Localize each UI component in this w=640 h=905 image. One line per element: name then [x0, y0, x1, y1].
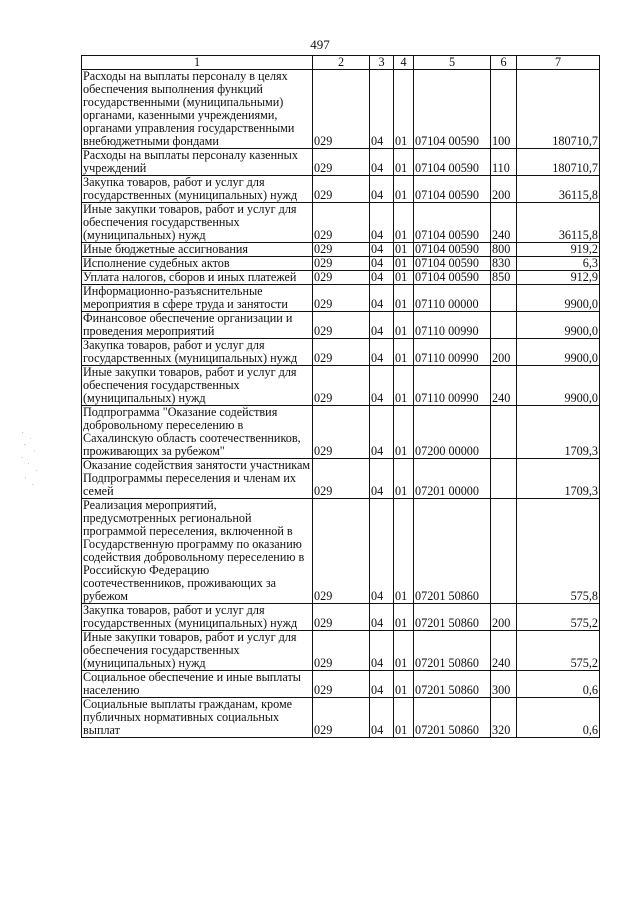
row-section-cell: 04 — [370, 459, 394, 499]
header-col-5: 5 — [414, 56, 491, 70]
row-subsection-cell: 01 — [394, 149, 414, 176]
row-expense-type-cell: 850 — [491, 271, 517, 285]
row-target-article-cell: 07201 50860 — [414, 604, 491, 631]
row-code-cell: 029 — [313, 271, 370, 285]
row-subsection-cell: 01 — [394, 406, 414, 459]
row-target-article-cell: 07104 00590 — [414, 257, 491, 271]
row-subsection-cell: 01 — [394, 203, 414, 243]
row-code-cell: 029 — [313, 671, 370, 698]
row-target-article-cell: 07104 00590 — [414, 271, 491, 285]
row-section-cell: 04 — [370, 366, 394, 406]
header-col-2: 2 — [313, 56, 370, 70]
row-target-article-cell: 07110 00990 — [414, 339, 491, 366]
row-expense-type-cell: 200 — [491, 604, 517, 631]
table-row — [82, 257, 600, 271]
table-row — [82, 70, 600, 149]
table-row — [82, 285, 600, 312]
row-expense-type-cell — [491, 499, 517, 604]
row-subsection-cell: 01 — [394, 698, 414, 738]
row-subsection-cell: 01 — [394, 312, 414, 339]
row-name-cell: Расходы на выплаты персоналу в целях обеспечения выполнения функций государственными (муниципальными) органами, казенными учреждениями, органами управления государственными внебюджетными фондами — [82, 70, 313, 149]
row-expense-type-cell — [491, 312, 517, 339]
row-expense-type-cell: 100 — [491, 70, 517, 149]
row-amount-cell: 912,9 — [517, 271, 600, 285]
table-row — [82, 149, 600, 176]
header-row — [82, 56, 600, 70]
row-code-cell: 029 — [313, 285, 370, 312]
row-name-cell: Расходы на выплаты персоналу казенных учреждений — [82, 149, 313, 176]
table-row — [82, 671, 600, 698]
row-expense-type-cell: 830 — [491, 257, 517, 271]
row-name-cell: Иные закупки товаров, работ и услуг для обеспечения государственных (муниципальных) нужд — [82, 203, 313, 243]
row-subsection-cell: 01 — [394, 671, 414, 698]
row-code-cell: 029 — [313, 366, 370, 406]
row-section-cell: 04 — [370, 604, 394, 631]
row-name-cell: Уплата налогов, сборов и иных платежей — [82, 271, 313, 285]
row-expense-type-cell: 200 — [491, 339, 517, 366]
row-code-cell: 029 — [313, 312, 370, 339]
row-subsection-cell: 01 — [394, 631, 414, 671]
row-amount-cell: 6,3 — [517, 257, 600, 271]
row-expense-type-cell: 240 — [491, 631, 517, 671]
row-code-cell: 029 — [313, 459, 370, 499]
row-target-article-cell: 07104 00590 — [414, 203, 491, 243]
row-amount-cell: 9900,0 — [517, 285, 600, 312]
row-subsection-cell: 01 — [394, 271, 414, 285]
row-amount-cell: 9900,0 — [517, 312, 600, 339]
row-subsection-cell: 01 — [394, 176, 414, 203]
table-body — [82, 70, 600, 738]
row-target-article-cell: 07201 00000 — [414, 459, 491, 499]
table-row — [82, 312, 600, 339]
row-target-article-cell: 07104 00590 — [414, 70, 491, 149]
row-expense-type-cell: 800 — [491, 243, 517, 257]
row-name-cell: Финансовое обеспечение организации и проведения мероприятий — [82, 312, 313, 339]
row-section-cell: 04 — [370, 499, 394, 604]
row-amount-cell: 575,8 — [517, 499, 600, 604]
row-name-cell: Социальные выплаты гражданам, кроме публичных нормативных социальных выплат — [82, 698, 313, 738]
row-code-cell: 029 — [313, 604, 370, 631]
table-row — [82, 271, 600, 285]
row-section-cell: 04 — [370, 70, 394, 149]
table-row — [82, 243, 600, 257]
row-name-cell: Реализация мероприятий, предусмотренных региональной программой переселения, включенной в Государственную программу по оказанию содействия добровольному переселению в Российскую Федерацию соотечественников, проживающих за рубежом — [82, 499, 313, 604]
row-section-cell: 04 — [370, 257, 394, 271]
table-row — [82, 631, 600, 671]
row-amount-cell: 0,6 — [517, 698, 600, 738]
row-amount-cell: 919,2 — [517, 243, 600, 257]
row-expense-type-cell: 240 — [491, 366, 517, 406]
row-subsection-cell: 01 — [394, 459, 414, 499]
table-row — [82, 698, 600, 738]
row-section-cell: 04 — [370, 271, 394, 285]
row-code-cell: 029 — [313, 70, 370, 149]
row-section-cell: 04 — [370, 312, 394, 339]
row-name-cell: Социальное обеспечение и иные выплаты населению — [82, 671, 313, 698]
row-expense-type-cell: 200 — [491, 176, 517, 203]
scan-specks — [18, 430, 48, 490]
row-amount-cell: 36115,8 — [517, 203, 600, 243]
row-amount-cell: 1709,3 — [517, 459, 600, 499]
row-name-cell: Иные бюджетные ассигнования — [82, 243, 313, 257]
row-expense-type-cell: 240 — [491, 203, 517, 243]
row-target-article-cell: 07110 00990 — [414, 366, 491, 406]
row-section-cell: 04 — [370, 203, 394, 243]
row-code-cell: 029 — [313, 631, 370, 671]
row-amount-cell: 575,2 — [517, 631, 600, 671]
table-row — [82, 604, 600, 631]
row-section-cell: 04 — [370, 698, 394, 738]
row-name-cell: Исполнение судебных актов — [82, 257, 313, 271]
table-row — [82, 339, 600, 366]
row-target-article-cell: 07104 00590 — [414, 149, 491, 176]
row-target-article-cell: 07201 50860 — [414, 499, 491, 604]
row-target-article-cell: 07104 00590 — [414, 243, 491, 257]
row-subsection-cell: 01 — [394, 366, 414, 406]
row-target-article-cell: 07201 50860 — [414, 698, 491, 738]
row-subsection-cell: 01 — [394, 499, 414, 604]
row-subsection-cell: 01 — [394, 339, 414, 366]
row-amount-cell: 9900,0 — [517, 366, 600, 406]
row-target-article-cell: 07201 50860 — [414, 671, 491, 698]
row-amount-cell: 36115,8 — [517, 176, 600, 203]
row-name-cell: Информационно-разъяснительные мероприятия в сфере труда и занятости — [82, 285, 313, 312]
row-subsection-cell: 01 — [394, 243, 414, 257]
row-section-cell: 04 — [370, 285, 394, 312]
row-amount-cell: 180710,7 — [517, 70, 600, 149]
row-amount-cell: 9900,0 — [517, 339, 600, 366]
row-name-cell: Закупка товаров, работ и услуг для государственных (муниципальных) нужд — [82, 339, 313, 366]
row-section-cell: 04 — [370, 339, 394, 366]
row-expense-type-cell: 300 — [491, 671, 517, 698]
row-section-cell: 04 — [370, 631, 394, 671]
row-subsection-cell: 01 — [394, 604, 414, 631]
row-code-cell: 029 — [313, 176, 370, 203]
header-col-6: 6 — [491, 56, 517, 70]
row-target-article-cell: 07200 00000 — [414, 406, 491, 459]
row-amount-cell: 575,2 — [517, 604, 600, 631]
row-expense-type-cell — [491, 285, 517, 312]
row-section-cell: 04 — [370, 149, 394, 176]
row-target-article-cell: 07201 50860 — [414, 631, 491, 671]
row-subsection-cell: 01 — [394, 257, 414, 271]
row-section-cell: 04 — [370, 671, 394, 698]
row-code-cell: 029 — [313, 257, 370, 271]
row-section-cell: 04 — [370, 243, 394, 257]
header-col-1: 1 — [82, 56, 313, 70]
row-name-cell: Иные закупки товаров, работ и услуг для обеспечения государственных (муниципальных) нужд — [82, 366, 313, 406]
row-code-cell: 029 — [313, 203, 370, 243]
row-section-cell: 04 — [370, 406, 394, 459]
row-code-cell: 029 — [313, 698, 370, 738]
row-target-article-cell: 07110 00000 — [414, 285, 491, 312]
table-row — [82, 406, 600, 459]
row-expense-type-cell — [491, 406, 517, 459]
row-name-cell: Иные закупки товаров, работ и услуг для обеспечения государственных (муниципальных) нужд — [82, 631, 313, 671]
header-col-3: 3 — [370, 56, 394, 70]
row-name-cell: Закупка товаров, работ и услуг для государственных (муниципальных) нужд — [82, 176, 313, 203]
row-name-cell: Подпрограмма "Оказание содействия добровольному переселению в Сахалинскую область соотечественников, проживающих за рубежом" — [82, 406, 313, 459]
row-expense-type-cell — [491, 459, 517, 499]
row-name-cell: Закупка товаров, работ и услуг для государственных (муниципальных) нужд — [82, 604, 313, 631]
header-col-4: 4 — [394, 56, 414, 70]
row-code-cell: 029 — [313, 339, 370, 366]
table-row — [82, 499, 600, 604]
table-row — [82, 459, 600, 499]
row-section-cell: 04 — [370, 176, 394, 203]
table-row — [82, 366, 600, 406]
row-amount-cell: 1709,3 — [517, 406, 600, 459]
row-target-article-cell: 07104 00590 — [414, 176, 491, 203]
row-expense-type-cell: 320 — [491, 698, 517, 738]
row-code-cell: 029 — [313, 149, 370, 176]
row-code-cell: 029 — [313, 406, 370, 459]
row-amount-cell: 180710,7 — [517, 149, 600, 176]
budget-table — [81, 55, 600, 738]
row-code-cell: 029 — [313, 243, 370, 257]
page-number: 497 — [310, 37, 330, 52]
row-target-article-cell: 07110 00990 — [414, 312, 491, 339]
header-col-7: 7 — [517, 56, 600, 70]
row-code-cell: 029 — [313, 499, 370, 604]
row-expense-type-cell: 110 — [491, 149, 517, 176]
table-row — [82, 176, 600, 203]
row-name-cell: Оказание содействия занятости участникам Подпрограммы переселения и членам их семей — [82, 459, 313, 499]
row-amount-cell: 0,6 — [517, 671, 600, 698]
row-subsection-cell: 01 — [394, 70, 414, 149]
row-subsection-cell: 01 — [394, 285, 414, 312]
table-row — [82, 203, 600, 243]
